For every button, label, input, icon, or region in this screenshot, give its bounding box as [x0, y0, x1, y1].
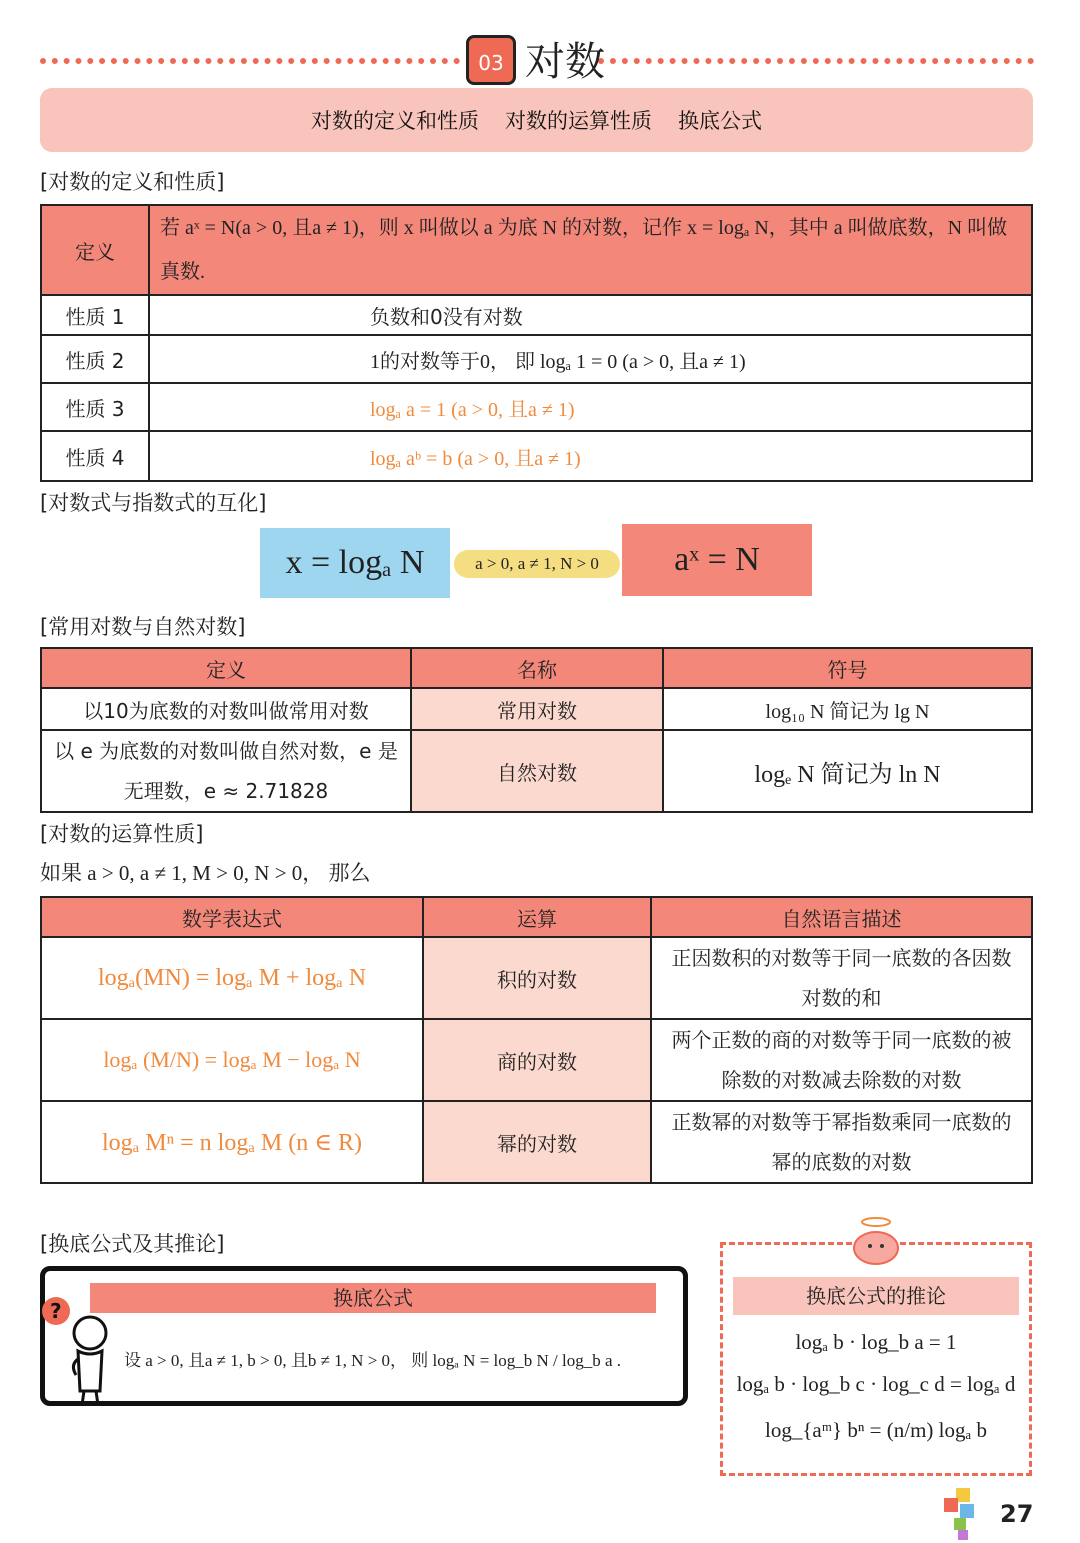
corollary-formula: logₐ b · log_b c · log_c d = logₐ d [736, 1372, 1016, 1396]
property-label: 性质 3 [41, 383, 149, 431]
table-header: 名称 [411, 648, 663, 688]
corollary-title: 换底公式的推论 [733, 1277, 1019, 1315]
section-title-common-natural: [常用对数与自然对数] [40, 615, 246, 639]
table-header: 自然语言描述 [651, 897, 1032, 937]
table-header: 符号 [663, 648, 1032, 688]
change-of-base-formula: 设 a > 0, 且a ≠ 1, b > 0, 且b ≠ 1, N > 0， 则 logₐ N = log_b N / log_b a . [124, 1351, 622, 1370]
table-cell: logₐ(MN) = logₐ M + logₐ N [41, 937, 423, 1019]
table-cell: 自然对数 [411, 730, 663, 812]
logo-icon [944, 1488, 984, 1542]
table-cell: 两个正数的商的对数等于同一底数的被除数的对数减去除数的对数 [651, 1019, 1032, 1101]
property-text: 负数和0没有对数 [149, 295, 1032, 335]
table-cell: 商的对数 [423, 1019, 651, 1101]
common-natural-table [40, 647, 1033, 813]
operations-table [40, 896, 1033, 1184]
corollary-formula: logₐ b · log_b a = 1 [795, 1330, 957, 1354]
section-title-change-of-base: [换底公式及其推论] [40, 1232, 225, 1256]
table-cell: logₐ (M/N) = logₐ M − logₐ N [41, 1019, 423, 1101]
corollary-formula: log_{aᵐ} bⁿ = (n/m) logₐ b [764, 1418, 988, 1442]
table-cell: 积的对数 [423, 937, 651, 1019]
svg-text:?: ? [50, 1299, 62, 1323]
table-cell: logₐ Mⁿ = n logₐ M (n ∈ R) [41, 1101, 423, 1183]
table-header: 定义 [41, 648, 411, 688]
cute-mascot-icon [848, 1214, 904, 1266]
log-form-box: x = logₐ N [260, 528, 450, 598]
page-number: 27 [1000, 1500, 1034, 1528]
chapter-title: 对数 [525, 39, 605, 85]
thinking-person-icon [40, 1295, 114, 1407]
section-title-definition: [对数的定义和性质] [40, 170, 225, 194]
section-title-conversion: [对数式与指数式的互化] [40, 491, 267, 515]
table-cell: 以10为底数的对数叫做常用对数 [41, 688, 411, 730]
header-dotted-line-left [40, 58, 460, 64]
topic-item: 换底公式 [678, 109, 762, 133]
definition-label: 定义 [41, 205, 149, 295]
table-header: 运算 [423, 897, 651, 937]
table-cell: 幂的对数 [423, 1101, 651, 1183]
header-dotted-line-right [598, 58, 1034, 64]
table-cell: logₑ N 简记为 ln N [663, 730, 1032, 812]
property-label: 性质 2 [41, 335, 149, 383]
topic-item: 对数的定义和性质 [311, 109, 479, 133]
operations-condition: 如果 a > 0, a ≠ 1, M > 0, N > 0， 那么 [40, 861, 371, 885]
topic-bar [40, 88, 1033, 152]
property-text: logₐ aᵇ = b (a > 0, 且a ≠ 1) [149, 431, 1032, 481]
exponential-form-box: aˣ = N [622, 524, 812, 596]
change-of-base-title: 换底公式 [90, 1283, 656, 1313]
table-cell: 常用对数 [411, 688, 663, 730]
table-header: 数学表达式 [41, 897, 423, 937]
table-cell: 以 e 为底数的对数叫做自然对数，e 是无理数，e ≈ 2.71828 [41, 730, 411, 812]
chapter-number-badge: 03 [466, 35, 516, 85]
property-text: logₐ a = 1 (a > 0, 且a ≠ 1) [149, 383, 1032, 431]
definition-table [40, 204, 1033, 482]
property-text: 1的对数等于0， 即 logₐ 1 = 0 (a > 0, 且a ≠ 1) [149, 335, 1032, 383]
definition-text: 若 aˣ = N(a > 0, 且a ≠ 1)，则 x 叫做以 a 为底 N 的对数，记作 x = logₐ N，其中 a 叫做底数，N 叫做真数. [149, 205, 1032, 295]
table-cell: 正因数积的对数等于同一底数的各因数对数的和 [651, 937, 1032, 1019]
table-cell: 正数幂的对数等于幂指数乘同一底数的幂的底数的对数 [651, 1101, 1032, 1183]
property-label: 性质 4 [41, 431, 149, 481]
conversion-condition: a > 0, a ≠ 1, N > 0 [454, 550, 620, 578]
property-label: 性质 1 [41, 295, 149, 335]
table-cell: log₁₀ N 简记为 lg N [663, 688, 1032, 730]
topic-item: 对数的运算性质 [505, 109, 652, 133]
section-title-operations: [对数的运算性质] [40, 822, 204, 846]
